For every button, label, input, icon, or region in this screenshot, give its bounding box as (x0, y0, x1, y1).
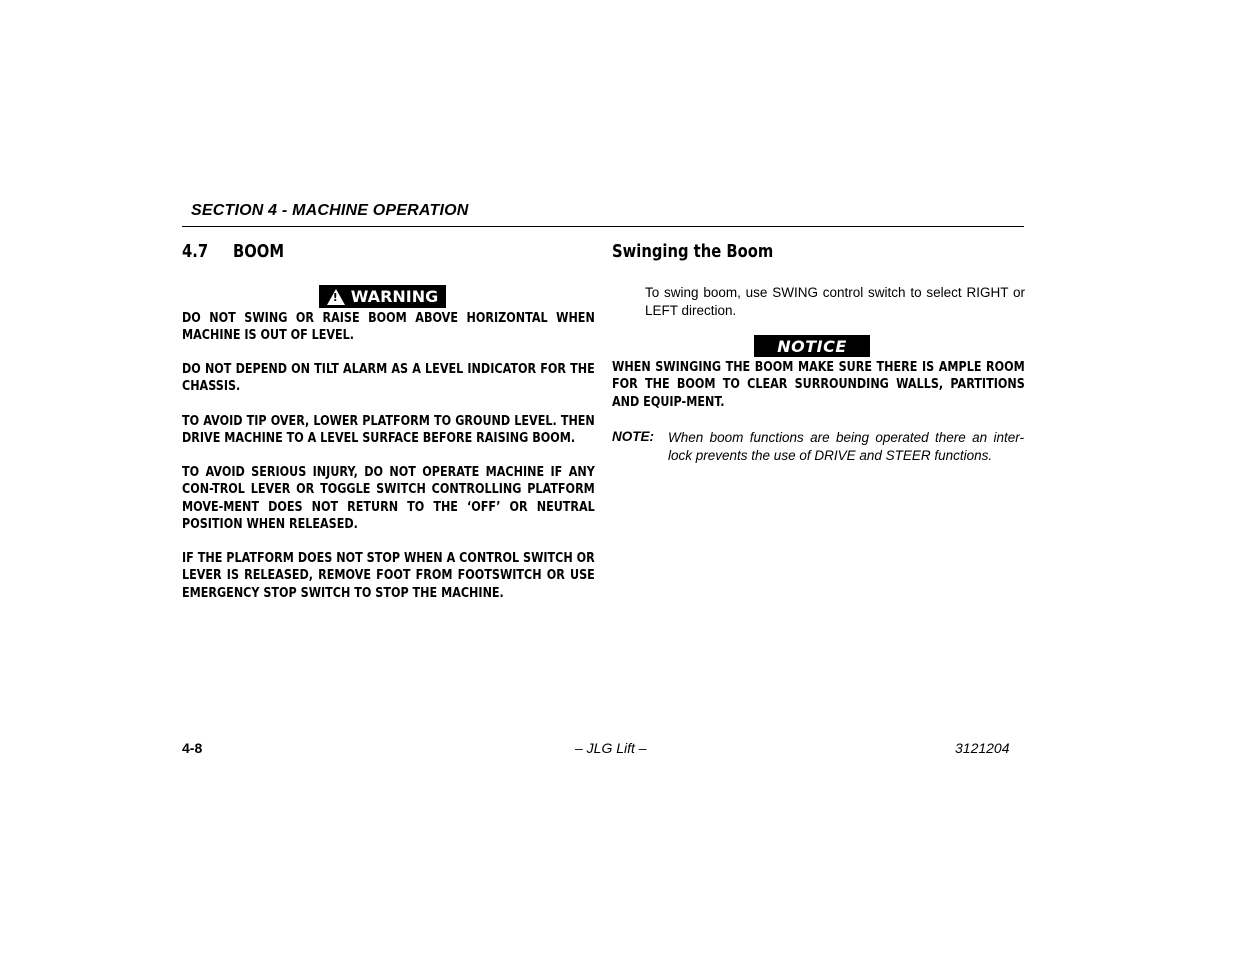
warning-paragraph: TO AVOID SERIOUS INJURY, DO NOT OPERATE MACHINE IF ANY CON-TROL LEVER OR TOGGLE SWITCH CONTROLLING PLATFORM MOVE-MENT DOES NOT RETURN TO THE ‘OFF’ OR NEUTRAL POSITION WHEN RELEASED. (182, 465, 595, 532)
warning-paragraph: IF THE PLATFORM DOES NOT STOP WHEN A CONTROL SWITCH OR LEVER IS RELEASED, REMOVE FOOT FROM FOOTSWITCH OR USE EMERGENCY STOP SWITCH TO STOP THE MACHINE. (182, 551, 595, 601)
warning-triangle-icon (327, 289, 345, 305)
section-title: BOOM (233, 241, 285, 262)
warning-paragraph: DO NOT SWING OR RAISE BOOM ABOVE HORIZONTAL WHEN MACHINE IS OUT OF LEVEL. (182, 311, 595, 344)
note-text: When boom functions are being operated there an inter-lock prevents the use of DRIVE and STEER functions. (668, 430, 1024, 463)
section-number: 4.7 (182, 241, 209, 262)
footer-brand: – JLG Lift – (575, 740, 647, 756)
notice-badge (754, 335, 870, 357)
document-number: 3121204 (955, 740, 1010, 756)
note-label: NOTE: (612, 429, 654, 444)
warning-paragraph: DO NOT DEPEND ON TILT ALARM AS A LEVEL INDICATOR FOR THE CHASSIS. (182, 362, 595, 395)
section-header: SECTION 4 - MACHINE OPERATION (191, 202, 469, 219)
subheading: Swinging the Boom (612, 241, 774, 262)
body-paragraph: To swing boom, use SWING control switch to select RIGHT or LEFT direction. (645, 285, 1025, 318)
notice-paragraph: WHEN SWINGING THE BOOM MAKE SURE THERE IS AMPLE ROOM FOR THE BOOM TO CLEAR SURROUNDING WALLS, PARTITIONS AND EQUIP-MENT. (612, 360, 1025, 410)
warning-badge (319, 285, 446, 308)
notice-label: NOTICE (777, 336, 847, 356)
page-number: 4-8 (182, 740, 203, 756)
warning-label: WARNING (350, 287, 439, 306)
header-rule (182, 226, 1024, 227)
warning-paragraph: TO AVOID TIP OVER, LOWER PLATFORM TO GROUND LEVEL. THEN DRIVE MACHINE TO A LEVEL SURFACE BEFORE RAISING BOOM. (182, 414, 595, 447)
